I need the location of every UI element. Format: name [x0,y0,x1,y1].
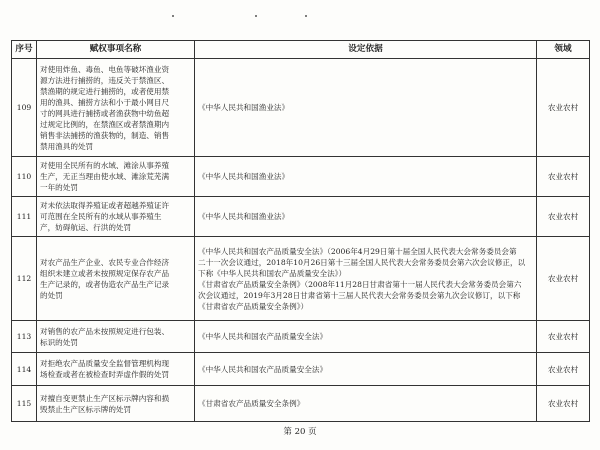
row-num: 113 [12,321,37,353]
legal-basis [195,59,537,157]
item-name-line: 组织未建立或者未按照规定保存农产品 [40,268,170,278]
legal-basis-line: 《甘肃省农产品质量安全条例》 [198,399,305,408]
table-row [12,157,590,197]
item-name-line: 用的渔具、捕捞方法和小于最小网目尺 [40,97,170,107]
legal-basis-line: 《中华人民共和国渔业法》 [198,212,290,221]
item-name [37,157,195,197]
item-name-line: 对使用全民所有的水域、滩涂从事养殖 [40,161,170,170]
domain-cell: 农业农村 [537,157,590,197]
page-number: 第 20 页 [283,427,317,437]
item-name-line: 对拒绝农产品质量安全监督管理机构现 [40,359,170,368]
item-name-line: 对销售的农产品未按照规定进行包装、 [40,326,170,336]
item-name-line: 寸的网具进行捕捞或者渔获物中幼鱼超 [40,108,170,118]
item-name-line: 对农产品生产企业、农民专业合作经济 [40,257,170,267]
header-name: 赋权事项名称 [37,41,195,59]
item-name-line: 禁渔期的规定进行捕捞的，或者使用禁 [40,86,170,96]
item-name [37,59,195,157]
header-num: 序号 [12,41,37,59]
item-name-line: 产，妨碍航运、行洪的处罚 [40,223,132,232]
legal-basis-line: 次会议通过，2019年3月28日甘肃省第十三届人民代表大会常务委员会第九次会议修订，以下称 [198,290,521,300]
legal-basis-line: 《中华人民共和国农产品质量安全法》 [198,332,328,341]
authorization-table [11,40,590,422]
legal-basis-line: 《中华人民共和国渔业法》 [198,103,290,112]
item-name [37,321,195,353]
table-row [12,197,590,237]
table-row [12,59,590,157]
item-name-line: 对未依法取得养殖证或者超越养殖证许 [40,201,170,210]
item-name-line: 过规定比例的，在禁渔区或者禁渔期内 [40,119,170,129]
item-name [37,237,195,321]
item-name-line: 标识的处罚 [40,337,78,347]
item-name-line: 生产，无正当理由使水域、滩涂荒芜满 [40,172,170,181]
legal-basis-line: 《甘肃省农产品质量安全条例》（2008年11月28日甘肃省第十一届人民代表大会常务委员会第六 [198,279,522,289]
item-name-line: 毁禁止生产区标示牌的处罚 [40,404,132,414]
item-name-line: 对擅自变更禁止生产区标示牌内容和损 [40,393,170,403]
legal-basis [195,237,537,321]
item-name [37,386,195,422]
row-num: 109 [12,59,37,157]
legal-basis [195,386,537,422]
table-row [12,237,590,321]
legal-basis-line: 下称《中华人民共和国农产品质量安全法》） [198,268,347,278]
legal-basis-line: 《中华人民共和国渔业法》 [198,172,290,181]
domain-cell: 农业农村 [537,353,590,386]
item-name-line: 场检查或者在被检查时弄虚作假的处罚 [40,370,170,379]
legal-basis [195,197,537,237]
table-row [12,353,590,386]
domain-cell: 农业农村 [537,237,590,321]
item-name-line: 源方法进行捕捞的，违反关于禁渔区、 [40,75,170,85]
legal-basis-line: 《中华人民共和国农产品质量安全法》 [198,364,328,374]
row-num: 112 [12,237,37,321]
domain-cell: 农业农村 [537,386,590,422]
row-num: 110 [12,157,37,197]
item-name [37,197,195,237]
item-name-line: 对使用炸鱼、毒鱼、电鱼等破坏渔业资 [40,64,170,74]
legal-basis [195,321,537,353]
table-row [12,321,590,353]
item-name-line: 禁用渔具的处罚 [40,141,94,151]
item-name-line: 一年的处罚 [40,183,78,192]
item-name-line: 销售非法捕捞的渔获物的，制造、销售 [40,130,170,140]
item-name-line: 可范围在全民所有的水域从事养殖生 [40,212,162,221]
legal-basis-line: 《中华人民共和国农产品质量安全法》（2006年4月29日第十届全国人民代表大会常务委员会第 [198,246,517,256]
item-name-line: 的处罚 [40,290,63,300]
domain-cell: 农业农村 [537,321,590,353]
row-num: 111 [12,197,37,237]
header-row [12,41,590,59]
legal-basis-line: 二十一次会议通过，2018年10月26日第十三届全国人民代表大会常务委员会第六次会议修正，以 [198,257,526,267]
header-basis: 设定依据 [195,41,537,59]
legal-basis [195,353,537,386]
domain-cell: 农业农村 [537,197,590,237]
row-num: 114 [12,353,37,386]
table-row [12,386,590,422]
scan-marks [0,14,600,20]
legal-basis-line: 《甘肃省农产品质量安全条例》） [198,301,309,311]
header-domain: 领域 [537,41,590,59]
legal-basis [195,157,537,197]
row-num: 115 [12,386,37,422]
item-name-line: 生产记录的，或者伪造农产品生产记录 [40,279,170,289]
domain-cell: 农业农村 [537,59,590,157]
item-name [37,353,195,386]
